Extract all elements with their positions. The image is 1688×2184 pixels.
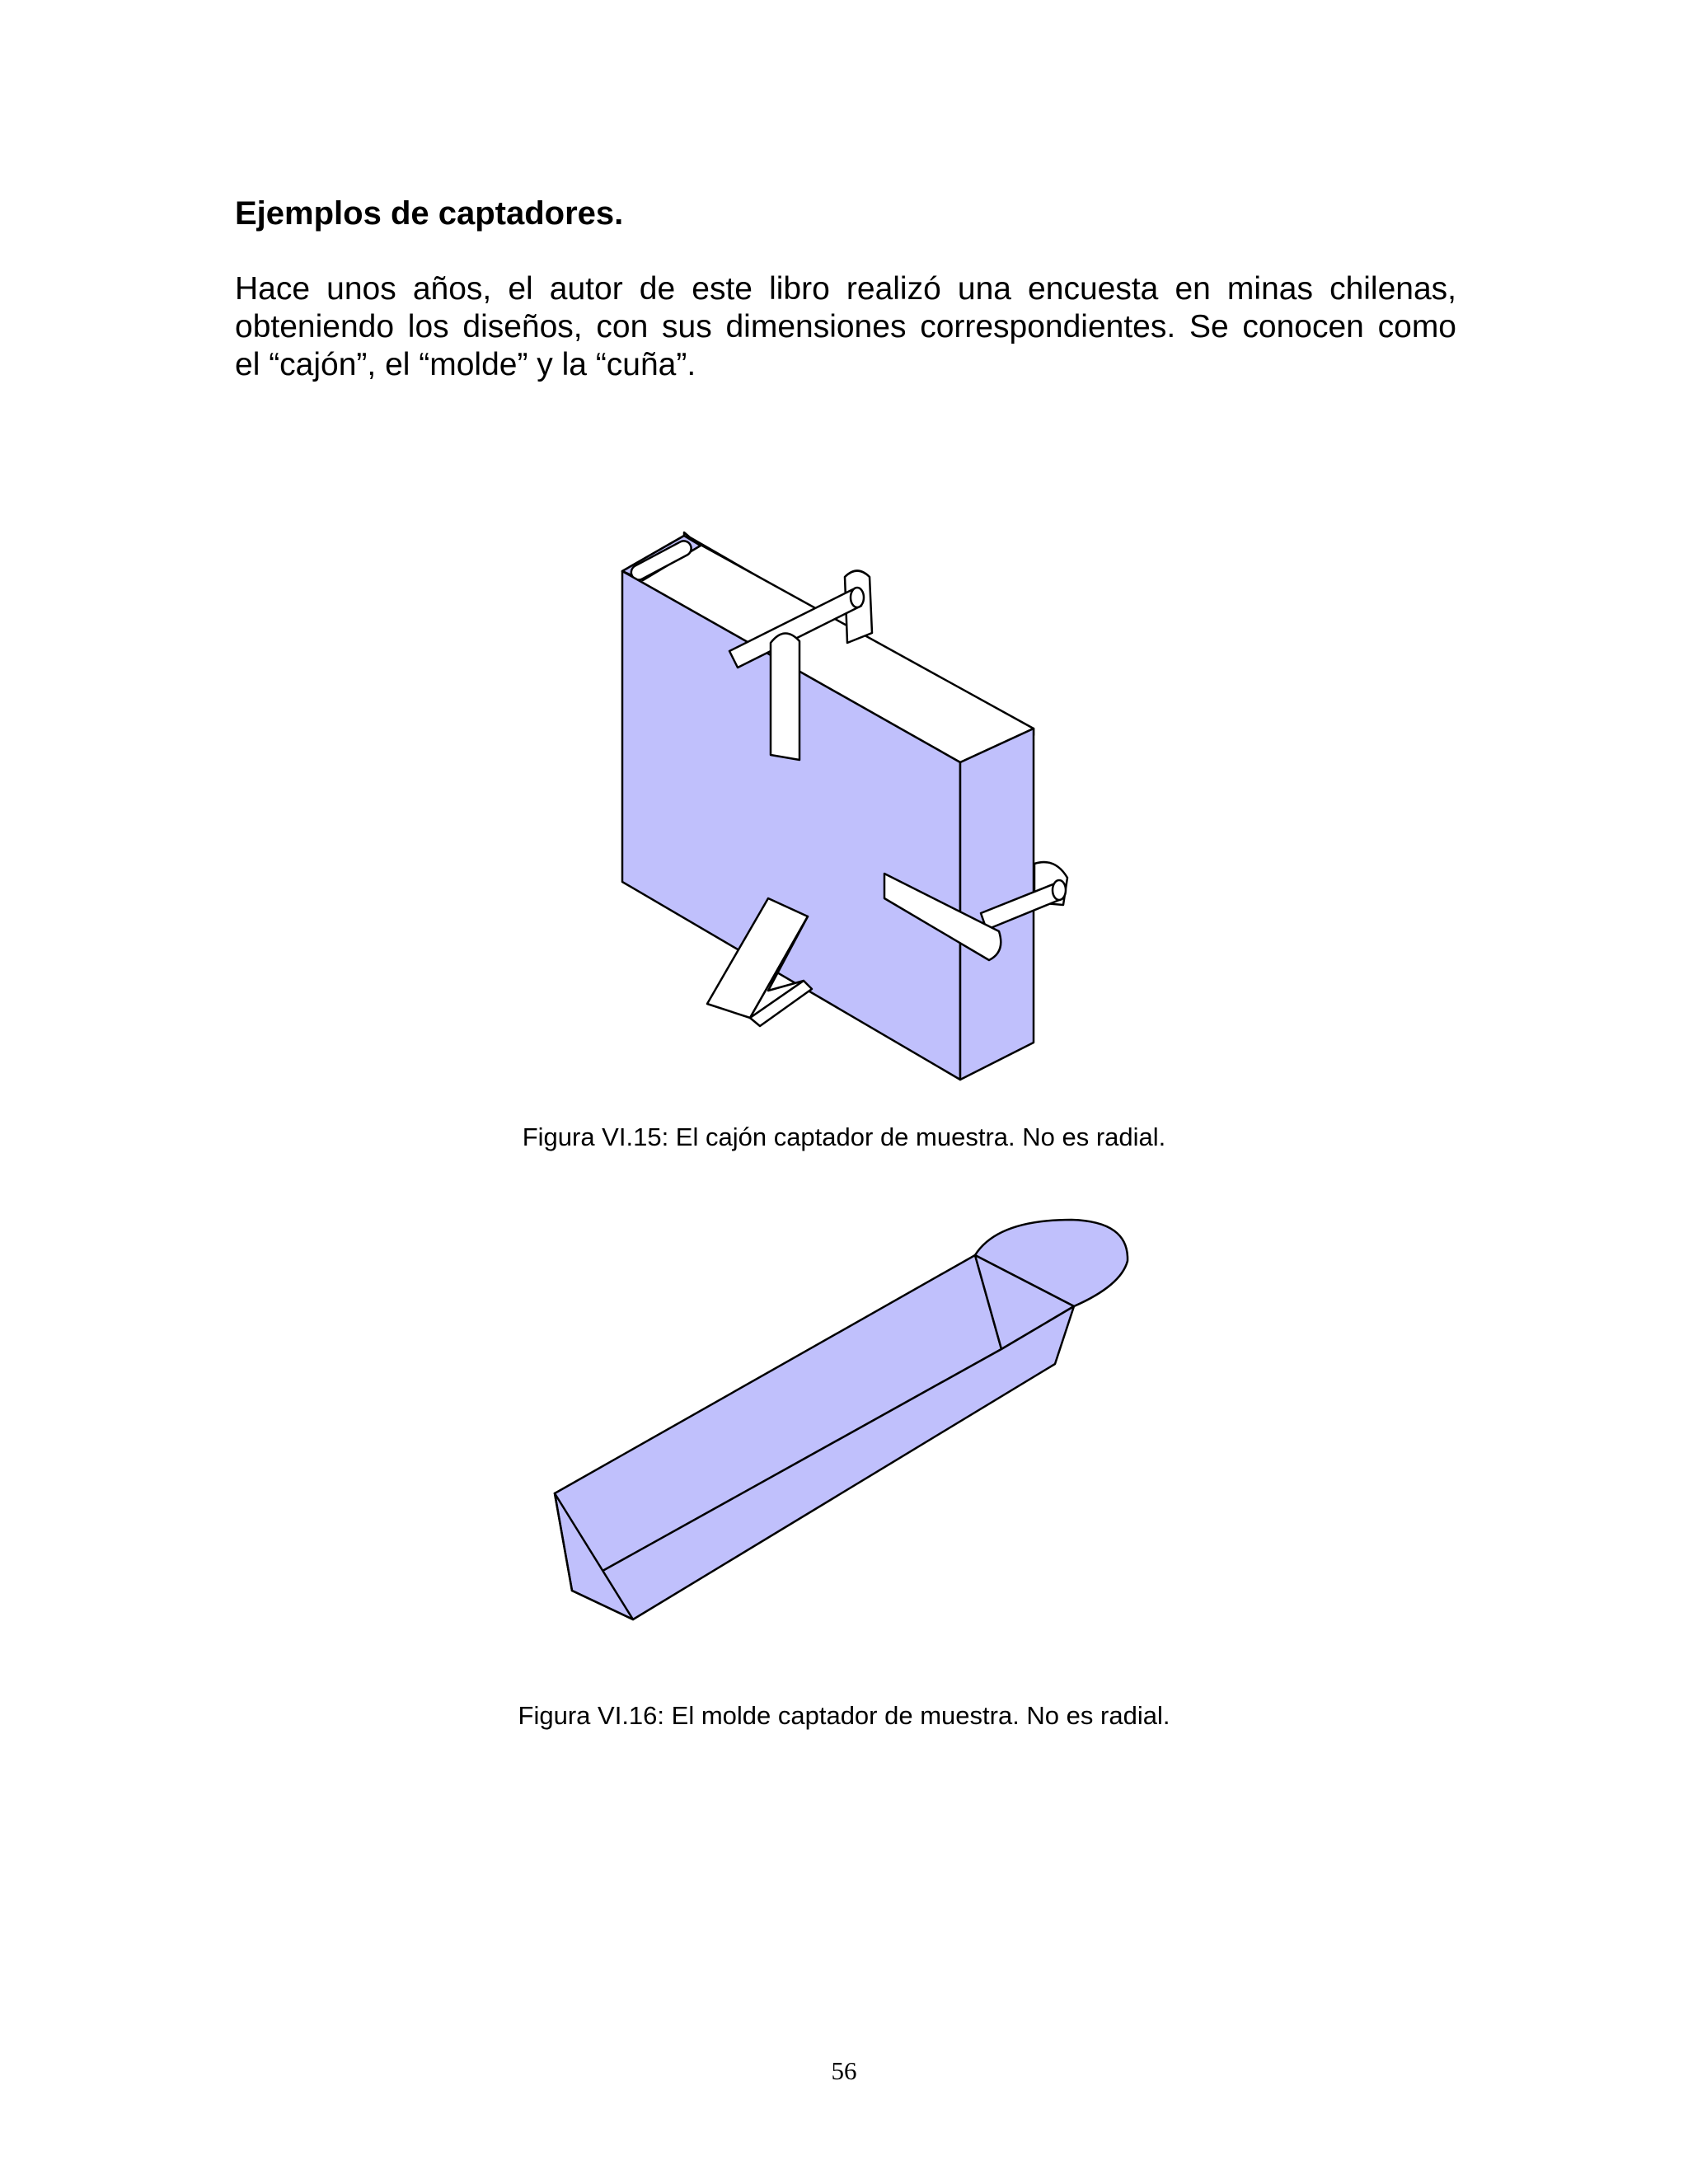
trough-sampler-drawing (528, 1203, 1154, 1648)
page-number: 56 (831, 2056, 857, 2085)
body-paragraph (235, 270, 1456, 384)
paragraph-line: Hace unos años, el autor de este libro realizó una encuesta en minas chilenas, (235, 271, 1456, 307)
figure-caption: Figura VI.15: El cajón captador de muestra. No es radial. (522, 1122, 1166, 1151)
paragraph-line: el “cajón”, el “molde” y la “cuña”. (235, 347, 696, 382)
figure-caption: Figura VI.16: El molde captador de muestra. No es radial. (518, 1701, 1170, 1730)
box-handle-front (771, 633, 799, 760)
box-sampler-drawing (577, 511, 1121, 1104)
box-rod-top-end (851, 588, 864, 607)
section-heading: Ejemplos de captadores. (235, 195, 624, 232)
box-rod-right-end (1053, 880, 1066, 900)
paragraph-line: obteniendo los diseños, con sus dimensiones correspondientes. Se conocen como (235, 309, 1456, 344)
